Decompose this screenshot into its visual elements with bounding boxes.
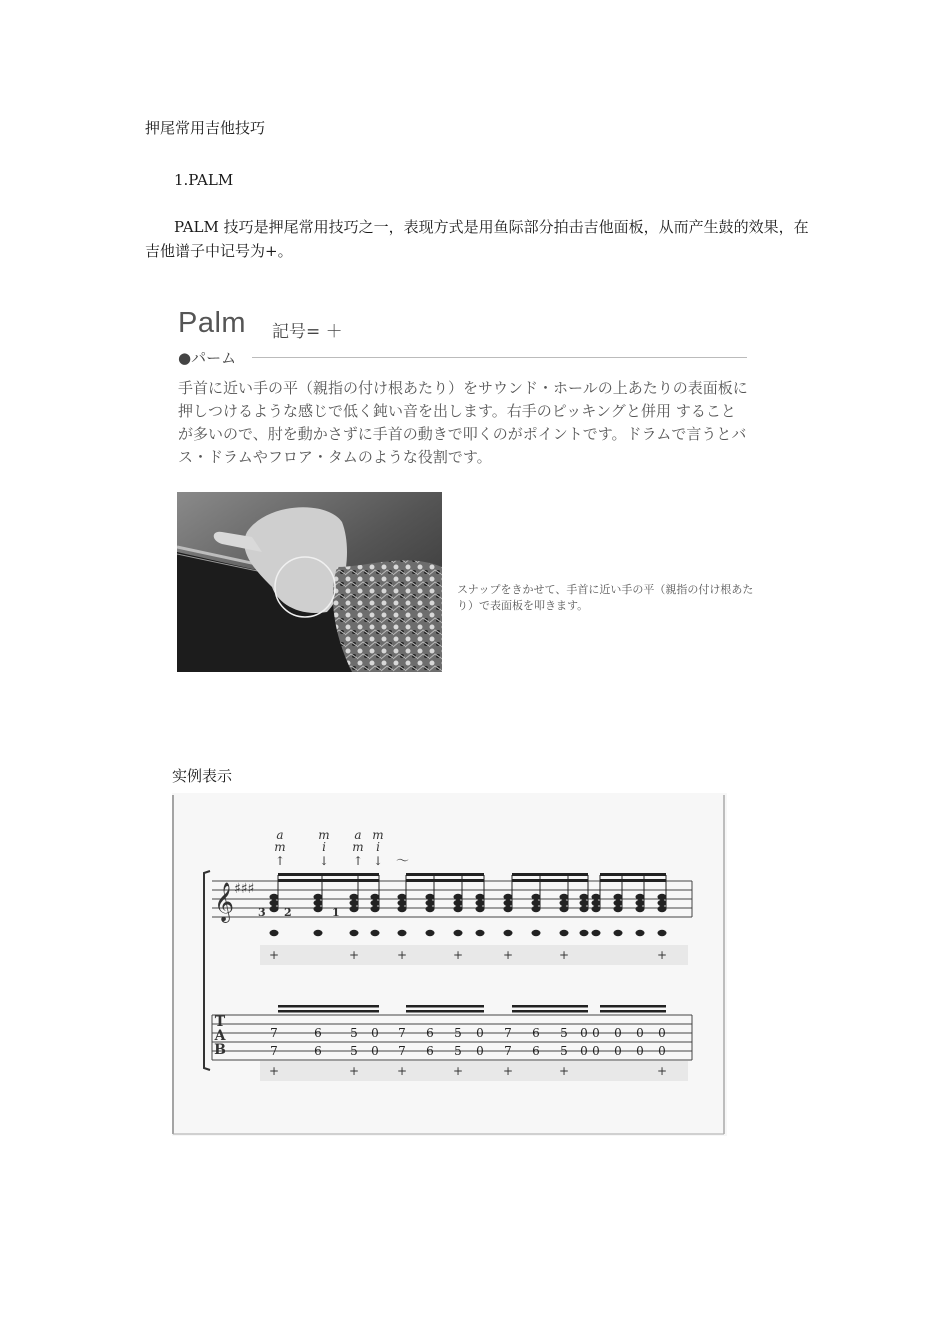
tab-fret-number: 5 xyxy=(350,1026,358,1040)
tab-fret-number: 7 xyxy=(504,1026,512,1040)
note-head xyxy=(560,900,569,906)
note-head-bass xyxy=(476,930,485,936)
note-head xyxy=(636,906,645,912)
tab-beam xyxy=(512,1005,588,1008)
tab-beam xyxy=(600,1010,666,1013)
note-head-bass xyxy=(398,930,407,936)
stroke-arrow-icon: ↓ xyxy=(318,854,330,868)
note-head xyxy=(636,894,645,900)
figure-title: Palm xyxy=(178,307,247,339)
tilde-mark: 〜 xyxy=(396,854,410,869)
fingering-bottom: i xyxy=(376,840,380,854)
tab-fret-number: 0 xyxy=(476,1026,484,1040)
note-head-bass xyxy=(580,930,589,936)
note-head xyxy=(636,900,645,906)
tab-beam xyxy=(406,1005,484,1008)
beam xyxy=(512,879,588,882)
tab-fret-number: 7 xyxy=(398,1026,406,1040)
note-head xyxy=(614,894,623,900)
figure-symbol: 記号= ＋ xyxy=(272,322,343,342)
fingering-top: m xyxy=(372,828,384,842)
tab-fret-number: 0 xyxy=(614,1026,622,1040)
tab-beam xyxy=(278,1005,379,1008)
tab-fret-number: 0 xyxy=(371,1044,379,1058)
tab-beam xyxy=(406,1010,484,1013)
tab-fret-number: 0 xyxy=(592,1026,600,1040)
tab-fret-number: 7 xyxy=(398,1044,406,1058)
note-head-bass xyxy=(636,930,645,936)
note-head xyxy=(270,894,279,900)
tab-beam xyxy=(600,1005,666,1008)
fingering-top: m xyxy=(318,828,330,842)
note-head xyxy=(592,894,601,900)
note-head-bass xyxy=(592,930,601,936)
stroke-arrow-icon: ↓ xyxy=(372,854,384,868)
note-head xyxy=(454,906,463,912)
palm-photo xyxy=(177,492,442,672)
body-paragraph: PALM 技巧是押尾常用技巧之一，表现方式是用鱼际部分拍击吉他面板，从而产生鼓的效果，在吉他谱子中记号为+。 xyxy=(145,218,809,260)
note-head xyxy=(426,894,435,900)
section-heading: 1.PALM xyxy=(174,171,234,189)
note-head xyxy=(658,906,667,912)
tab-clef xyxy=(214,1014,227,1058)
tab-fret-number: 0 xyxy=(580,1044,588,1058)
palm-technique-figure xyxy=(172,305,762,685)
photo-caption: スナップをきかせて、手首に近い手の平（親指の付け根あたり）で表面板を叩きます。 xyxy=(457,583,754,612)
palm-mark: + xyxy=(656,1064,668,1078)
note-head xyxy=(476,894,485,900)
note-head xyxy=(270,900,279,906)
note-head-bass xyxy=(314,930,323,936)
note-head xyxy=(504,894,513,900)
note-head xyxy=(398,894,407,900)
palm-mark: + xyxy=(558,948,570,962)
figure-divider xyxy=(252,357,747,358)
beam xyxy=(600,873,666,876)
example-label: 实例表示 xyxy=(172,767,233,785)
note-head xyxy=(371,894,380,900)
note-head xyxy=(314,900,323,906)
palm-mark: + xyxy=(348,948,360,962)
key-signature-icon: ♯♯♯ xyxy=(234,881,255,897)
note-head xyxy=(560,906,569,912)
tab-fret-number: 0 xyxy=(476,1044,484,1058)
note-head xyxy=(532,894,541,900)
note-head xyxy=(580,900,589,906)
tab-fret-number: 0 xyxy=(636,1026,644,1040)
note-head xyxy=(350,906,359,912)
tab-fret-number: 0 xyxy=(658,1026,666,1040)
note-head xyxy=(426,906,435,912)
position-mark: 1 xyxy=(332,906,340,919)
note-head xyxy=(476,900,485,906)
note-head xyxy=(614,906,623,912)
tab-fret-number: 6 xyxy=(314,1044,322,1058)
beam xyxy=(600,879,666,882)
beam xyxy=(406,873,484,876)
note-head xyxy=(398,906,407,912)
document-title: 押尾常用吉他技巧 xyxy=(145,119,266,137)
tab-fret-number: 5 xyxy=(454,1044,462,1058)
tab-fret-number: 0 xyxy=(592,1044,600,1058)
note-head xyxy=(426,900,435,906)
note-head xyxy=(504,900,513,906)
note-head xyxy=(371,906,380,912)
palm-mark: + xyxy=(396,1064,408,1078)
note-head xyxy=(454,894,463,900)
note-head-bass xyxy=(658,930,667,936)
palm-mark: + xyxy=(502,948,514,962)
note-head-bass xyxy=(454,930,463,936)
treble-clef-icon: 𝄞 xyxy=(214,882,235,922)
tab-fret-number: 7 xyxy=(504,1044,512,1058)
palm-mark: + xyxy=(558,1064,570,1078)
tab-beam xyxy=(512,1010,588,1013)
note-head xyxy=(350,894,359,900)
palm-mark: + xyxy=(452,1064,464,1078)
fingering-top: a xyxy=(276,828,284,842)
tab-fret-number: 6 xyxy=(426,1044,434,1058)
note-head xyxy=(371,900,380,906)
tab-fret-number: 5 xyxy=(350,1044,358,1058)
palm-mark: + xyxy=(656,948,668,962)
note-head-bass xyxy=(426,930,435,936)
note-head xyxy=(592,900,601,906)
note-head-bass xyxy=(560,930,569,936)
position-mark: 3 xyxy=(258,906,266,919)
beam xyxy=(278,879,379,882)
beam xyxy=(512,873,588,876)
beam xyxy=(278,873,379,876)
note-head xyxy=(560,894,569,900)
stroke-arrow-icon: ↑ xyxy=(274,854,286,868)
tab-fret-number: 0 xyxy=(580,1026,588,1040)
note-head xyxy=(314,906,323,912)
fingering-top: a xyxy=(354,828,362,842)
stroke-arrow-icon: ↑ xyxy=(352,854,364,868)
note-head xyxy=(350,900,359,906)
beam xyxy=(406,879,484,882)
note-head xyxy=(504,906,513,912)
note-head xyxy=(532,906,541,912)
note-head xyxy=(658,894,667,900)
palm-mark: + xyxy=(452,948,464,962)
note-head xyxy=(398,900,407,906)
note-head xyxy=(314,894,323,900)
note-head xyxy=(614,900,623,906)
tab-fret-number: 0 xyxy=(636,1044,644,1058)
note-head-bass xyxy=(270,930,279,936)
tab-fret-number: 6 xyxy=(314,1026,322,1040)
note-head xyxy=(270,906,279,912)
palm-mark: + xyxy=(268,1064,280,1078)
tab-clef-letter: B xyxy=(214,1042,226,1058)
note-head-bass xyxy=(614,930,623,936)
tab-fret-number: 6 xyxy=(532,1026,540,1040)
fingering-bottom: i xyxy=(322,840,326,854)
tab-fret-number: 7 xyxy=(270,1026,278,1040)
note-head xyxy=(476,906,485,912)
palm-mark: + xyxy=(268,948,280,962)
position-mark: 2 xyxy=(284,906,292,919)
music-score xyxy=(172,793,727,1136)
note-head xyxy=(580,894,589,900)
note-head xyxy=(658,900,667,906)
fingering-bottom: m xyxy=(274,840,286,854)
tab-fret-number: 5 xyxy=(454,1026,462,1040)
note-head-bass xyxy=(504,930,513,936)
tab-clef-letter: T xyxy=(214,1014,226,1030)
note-head xyxy=(592,906,601,912)
tab-fret-number: 6 xyxy=(532,1044,540,1058)
tab-fret-number: 0 xyxy=(614,1044,622,1058)
palm-mark: + xyxy=(502,1064,514,1078)
note-head xyxy=(454,900,463,906)
palm-mark: + xyxy=(396,948,408,962)
tab-fret-number: 5 xyxy=(560,1026,568,1040)
note-head-bass xyxy=(350,930,359,936)
note-head xyxy=(532,900,541,906)
tab-fret-number: 7 xyxy=(270,1044,278,1058)
tab-fret-number: 0 xyxy=(371,1026,379,1040)
figure-subtitle: ●パーム xyxy=(178,349,237,367)
note-head-bass xyxy=(532,930,541,936)
tab-fret-number: 5 xyxy=(560,1044,568,1058)
note-head-bass xyxy=(371,930,380,936)
figure-description: 手首に近い手の平（親指の付け根あたり）をサウンド・ホールの上あたりの表面板に押しつけるような感じで低く鈍い音を出します。右手のピッキングと併用 することが多いので、肘を動かさずに手首の動きで叩くのがポイントです。ドラムで言うとバス・ドラムやフロア・タムのような役割です。 xyxy=(178,379,748,466)
tab-beam xyxy=(278,1010,379,1013)
fingering-bottom: m xyxy=(352,840,364,854)
palm-mark: + xyxy=(348,1064,360,1078)
note-head xyxy=(580,906,589,912)
tab-clef-letter: A xyxy=(214,1028,226,1044)
tab-fret-number: 0 xyxy=(658,1044,666,1058)
tab-fret-number: 6 xyxy=(426,1026,434,1040)
